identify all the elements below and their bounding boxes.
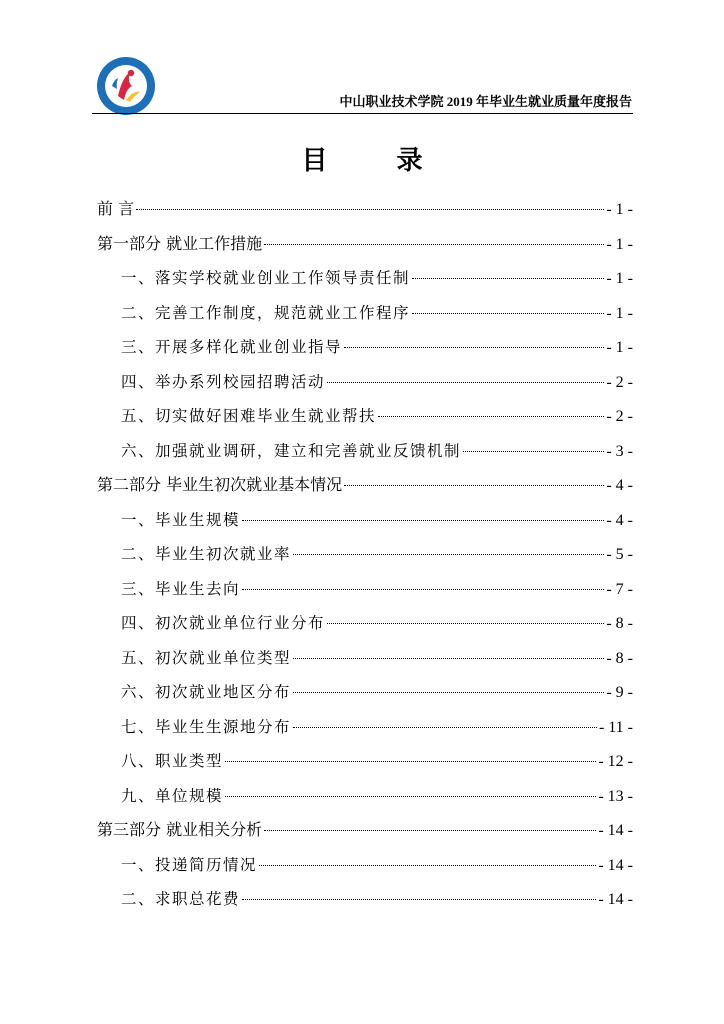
toc-entry-label: 第一部分 就业工作措施	[97, 233, 263, 253]
toc-dot-leader	[293, 658, 604, 659]
toc-entry-label: 七、毕业生生源地分布	[121, 717, 292, 736]
toc-entry-page-number: - 9 -	[606, 684, 633, 701]
toc-entry-label: 五、切实做好困难毕业生就业帮扶	[121, 407, 377, 425]
toc-dot-leader	[412, 278, 604, 279]
toc-entry[interactable]	[97, 333, 633, 368]
toc-entry-label: 五、初次就业单位类型	[121, 648, 292, 667]
toc-dot-leader	[225, 761, 596, 762]
toc-entry-page-number: - 1 -	[606, 270, 633, 287]
toc-entry-label: 二、毕业生初次就业率	[121, 545, 292, 563]
toc-entry[interactable]	[97, 471, 633, 506]
toc-entry[interactable]	[97, 402, 633, 437]
toc-entry[interactable]	[97, 195, 633, 230]
toc-entry[interactable]	[97, 747, 633, 782]
toc-entry[interactable]	[97, 437, 633, 472]
toc-entry-label: 三、开展多样化就业创业指导	[121, 338, 343, 356]
toc-entry-page-number: - 12 -	[598, 753, 633, 770]
toc-entry[interactable]	[97, 299, 633, 334]
toc-entry[interactable]	[97, 230, 633, 265]
toc-entry[interactable]	[97, 851, 633, 886]
toc-dot-leader	[242, 589, 604, 590]
toc-heading: 目 录	[301, 146, 453, 176]
toc-entry-page-number: - 7 -	[606, 580, 633, 598]
toc-entry-label: 第三部分 就业相关分析	[97, 820, 263, 839]
toc-entry-label: 前 言	[97, 199, 135, 218]
toc-entry[interactable]	[97, 816, 633, 851]
toc-dot-leader	[293, 692, 604, 693]
toc-entry-label: 二、完善工作制度，规范就业工作程序	[121, 303, 411, 322]
toc-entry-page-number: - 5 -	[606, 546, 633, 563]
toc-entry[interactable]	[97, 713, 633, 748]
toc-entry[interactable]	[97, 575, 633, 610]
toc-entry-page-number: - 1 -	[606, 201, 633, 218]
toc-dot-leader	[344, 347, 604, 348]
toc-dot-leader	[344, 485, 604, 486]
toc-entry-label: 四、初次就业单位行业分布	[121, 614, 326, 632]
toc-entry-label: 九、单位规模	[121, 786, 224, 805]
report-header-title: 中山职业技术学院 2019 年毕业生就业质量年度报告	[339, 94, 632, 109]
toc-entry-page-number: - 14 -	[598, 891, 633, 908]
toc-entry-page-number: - 14 -	[598, 856, 633, 874]
toc-entry-page-number: - 8 -	[606, 649, 633, 667]
toc-entry[interactable]	[97, 609, 633, 644]
header-divider	[92, 113, 633, 114]
toc-entry-page-number: - 1 -	[606, 235, 633, 253]
toc-dot-leader	[242, 899, 596, 900]
toc-entry-page-number: - 8 -	[606, 615, 633, 632]
toc-entry-label: 六、初次就业地区分布	[121, 683, 292, 701]
toc-entry-label: 一、投递简历情况	[121, 855, 258, 874]
toc-entry-page-number: - 14 -	[598, 822, 633, 839]
toc-dot-leader	[264, 244, 604, 245]
toc-entry[interactable]	[97, 540, 633, 575]
toc-entry[interactable]	[97, 678, 633, 713]
toc-entry[interactable]	[97, 368, 633, 403]
toc-dot-leader	[225, 796, 596, 797]
toc-entry-label: 一、毕业生规模	[121, 510, 241, 529]
toc-dot-leader	[259, 865, 596, 866]
toc-entry-page-number: - 2 -	[606, 373, 633, 391]
toc-dot-leader	[463, 451, 604, 452]
toc-dot-leader	[378, 416, 604, 417]
toc-dot-leader	[136, 209, 604, 210]
toc-entry[interactable]	[97, 506, 633, 541]
school-logo	[96, 56, 156, 116]
toc-entry-label: 第二部分 毕业生初次就业基本情况	[97, 475, 343, 494]
toc-entry[interactable]	[97, 782, 633, 817]
toc-entry-label: 六、加强就业调研，建立和完善就业反馈机制	[121, 441, 462, 460]
toc-entry-label: 一、落实学校就业创业工作领导责任制	[121, 269, 411, 287]
toc-entry[interactable]	[97, 644, 633, 679]
toc-entry-label: 二、求职总花费	[121, 890, 241, 908]
toc-entry-label: 四、举办系列校园招聘活动	[121, 372, 326, 391]
toc-dot-leader	[242, 520, 604, 521]
toc-dot-leader	[293, 554, 604, 555]
toc-dot-leader	[412, 313, 604, 314]
toc-dot-leader	[264, 830, 596, 831]
toc-entry-page-number: - 1 -	[606, 339, 633, 356]
toc-dot-leader	[327, 623, 604, 624]
toc-entry-page-number: - 4 -	[606, 511, 633, 529]
toc-entry[interactable]	[97, 885, 633, 920]
toc-entry-page-number: - 13 -	[598, 787, 633, 805]
toc-entry-page-number: - 2 -	[606, 408, 633, 425]
school-logo-icon	[96, 56, 156, 116]
toc-dot-leader	[327, 382, 604, 383]
toc-entry[interactable]	[97, 264, 633, 299]
toc-entry-label: 三、毕业生去向	[121, 579, 241, 598]
toc-dot-leader	[293, 727, 597, 728]
toc-entry-label: 八、职业类型	[121, 752, 224, 770]
toc-entry-page-number: - 1 -	[606, 304, 633, 322]
toc-entry-page-number: - 11 -	[598, 718, 633, 736]
toc-entry-page-number: - 4 -	[606, 477, 633, 494]
toc-entry-page-number: - 3 -	[606, 442, 633, 460]
table-of-contents	[97, 195, 633, 920]
